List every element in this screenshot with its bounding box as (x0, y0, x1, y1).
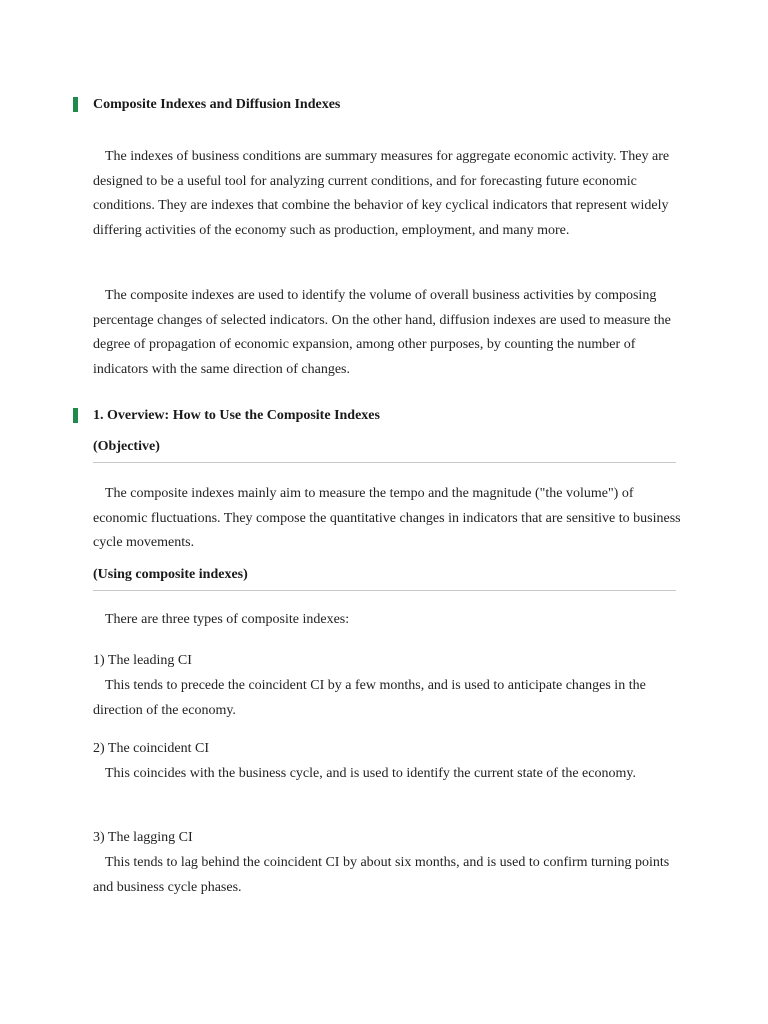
intro-paragraph: The composite indexes are used to identify the volume of overall business activities by composing percentage changes of selected indicators. On the other hand, diffusion indexes are used to measure the degree of propagation of economic expansion, among other purposes, by counting the number of indicators with the same direction of changes. (93, 288, 671, 378)
objective-paragraph: The composite indexes mainly aim to measure the tempo and the magnitude ("the volume") of economic fluctuations. They compose the quantitative changes in indicators that are sensitive to business cycle movements. (93, 486, 681, 551)
section-title: 1. Overview: How to Use the Composite Indexes (93, 408, 380, 423)
document-title: Composite Indexes and Diffusion Indexes (93, 97, 341, 112)
using-intro-paragraph: There are three types of composite indexes: (105, 612, 350, 627)
intro-paragraph: The indexes of business conditions are summary measures for aggregate economic activity. They are designed to be a useful tool for analyzing current conditions, and for forecasting future economic conditions. They are indexes that combine the behavior of key cyclical indicators that represent widely differing activities of the economy such as production, employment, and many more. (93, 149, 670, 239)
list-item-text: This tends to precede the coincident CI by a few months, and is used to anticipate changes in the direction of the economy. (93, 678, 646, 718)
heading-accent-bar (73, 97, 78, 112)
heading-accent-bar (73, 408, 78, 423)
section-heading-overview (73, 407, 683, 425)
list-item-label: 1) The leading CI (93, 653, 192, 668)
list-item-text: This tends to lag behind the coincident CI by about six months, and is used to confirm turning points and business cycle phases. (93, 855, 670, 895)
list-item-text: This coincides with the business cycle, and is used to identify the current state of the economy. (105, 766, 636, 781)
list-item-label: 3) The lagging CI (93, 830, 193, 845)
subheading-using-composite-indexes: (Using composite indexes) (93, 566, 676, 591)
document-title-heading (73, 96, 683, 114)
subheading-objective: (Objective) (93, 438, 676, 463)
list-item-label: 2) The coincident CI (93, 741, 209, 756)
